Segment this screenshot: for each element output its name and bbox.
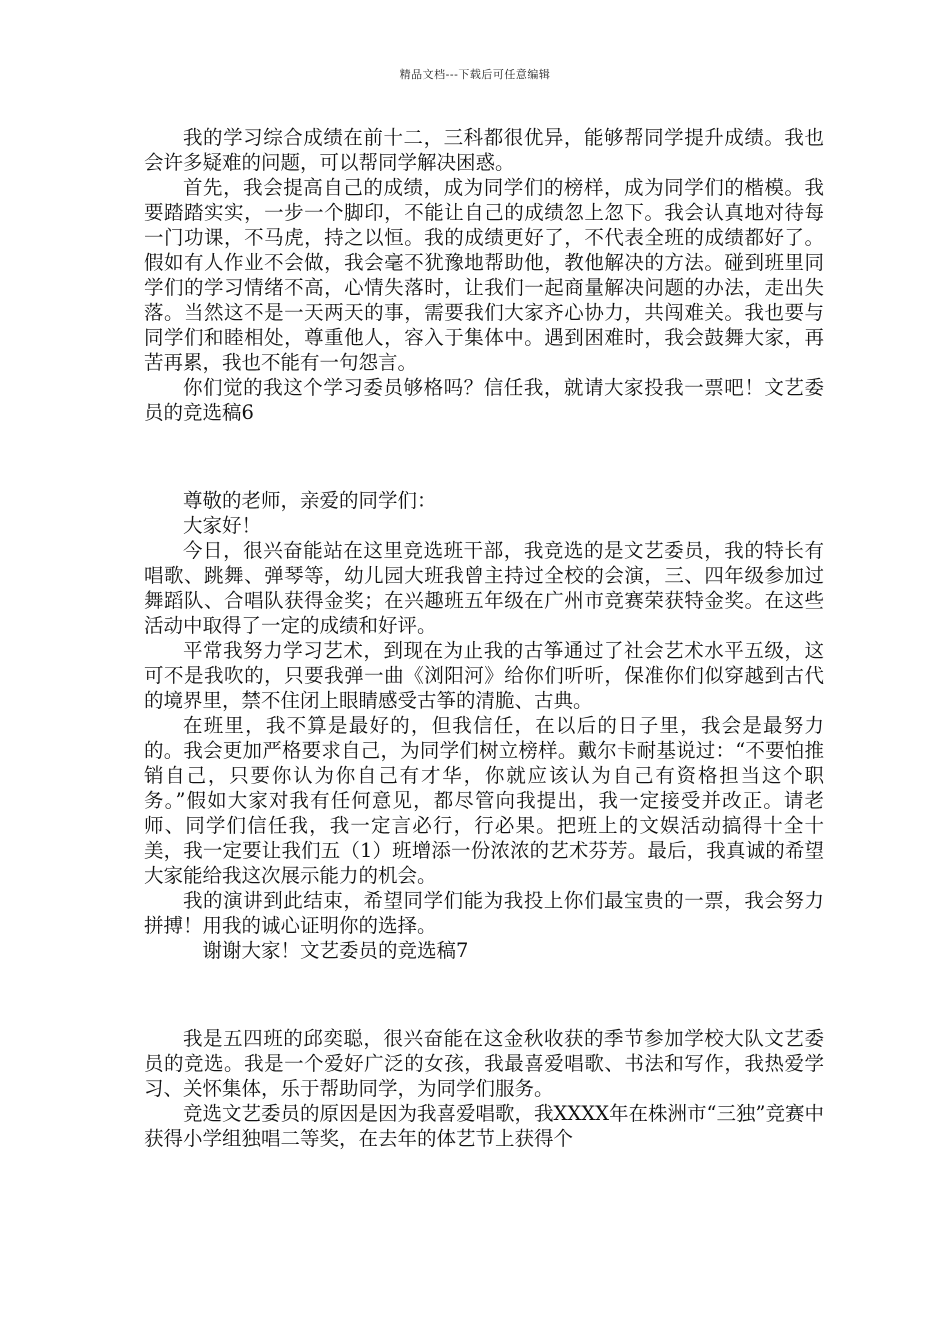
page-header: 精品文档---下载后可任意编辑 bbox=[399, 68, 551, 81]
paragraph: 我的学习综合成绩在前十二，三科都很优异，能够帮同学提升成绩。我也会许多疑难的问题，可以帮同学解决困惑。 bbox=[144, 126, 824, 174]
paragraph: 首先，我会提高自己的成绩，成为同学们的榜样，成为同学们的楷模。我要踏踏实实，一步一个脚印，不能让自己的成绩忽上忽下。我会认真地对待每一门功课，不马虎，持之以恒。我的成绩更好了，不代表全班的成绩都好了。假如有人作业不会做，我会毫不犹豫地帮助他，教他解决的方法。碰到班里同学们的学习情绪不高，心情失落时，让我们一起商量解决问题的办法，走出失落。当然这不是一天两天的事，需要我们大家齐心协力，共闯难关。我也要与同学们和睦相处，尊重他人，容入于集体中。遇到困难时，我会鼓舞大家，再苦再累，我也不能有一句怨言。 bbox=[144, 176, 824, 374]
paragraph: 你们觉的我这个学习委员够格吗？信任我，就请大家投我一票吧！文艺委员的竞选稿6 bbox=[144, 376, 824, 424]
greeting: 大家好！ bbox=[183, 514, 262, 537]
paragraph: 我是五四班的邱奕聪，很兴奋能在这金秋收获的季节参加学校大队文艺委员的竞选。我是一个爱好广泛的女孩，我最喜爱唱歌、书法和写作，我热爱学习、关怀集体，乐于帮助同学，为同学们服务。 bbox=[144, 1027, 824, 1100]
paragraph: 在班里，我不算是最好的，但我信任，在以后的日子里，我会是最努力的。我会更加严格要求自己，为同学们树立榜样。戴尔卡耐基说过：“不要怕推销自己，只要你认为你自己有才华，你就应该认为自己有资格担当这个职务。”假如大家对我有任何意见，都尽管向我提出，我一定接受并改正。请老师、同学们信任我，我一定言必行，行必果。把班上的文娱活动搞得十全十美，我一定要让我们五（1）班增添一份浓浓的艺术芬芳。最后，我真诚的希望大家能给我这次展示能力的机会。 bbox=[144, 714, 824, 887]
paragraph: 平常我努力学习艺术，到现在为止我的古筝通过了社会艺术水平五级，这可不是我吹的，只要我弹一曲《浏阳河》给你们听听，保准你们似穿越到古代的境界里，禁不住闭上眼睛感受古筝的清脆、古典。 bbox=[144, 639, 824, 712]
salutation: 尊敬的老师，亲爱的同学们： bbox=[183, 489, 437, 512]
document-body bbox=[144, 125, 824, 1151]
paragraph: 我的演讲到此结束，希望同学们能为我投上你们最宝贵的一票，我会努力拼搏！用我的诚心证明你的选择。 bbox=[144, 889, 824, 937]
closing-line: 谢谢大家！文艺委员的竞选稿7 bbox=[202, 939, 469, 962]
spacer bbox=[144, 963, 824, 1026]
spacer bbox=[144, 425, 824, 488]
paragraph: 今日，很兴奋能站在这里竞选班干部，我竞选的是文艺委员，我的特长有唱歌、跳舞、弹琴等，幼儿园大班我曾主持过全校的会演，三、四年级参加过舞蹈队、合唱队获得金奖；在兴趣班五年级在广州市竞赛荣获特金奖。在这些活动中取得了一定的成绩和好评。 bbox=[144, 539, 824, 637]
paragraph: 竞选文艺委员的原因是因为我喜爱唱歌，我XXXX年在株洲市“三独”竞赛中获得小学组独唱二等奖，在去年的体艺节上获得个 bbox=[144, 1102, 824, 1150]
